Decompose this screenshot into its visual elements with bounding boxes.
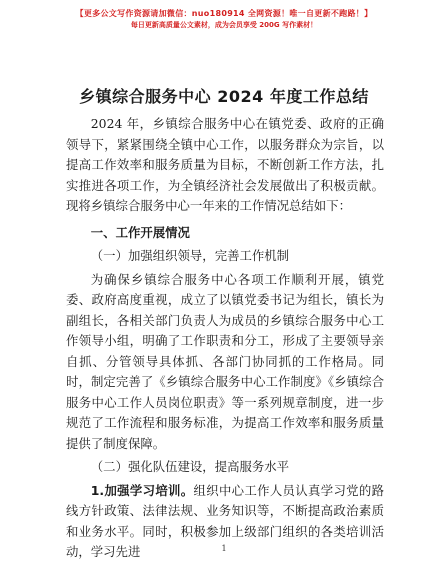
page-number: 1 xyxy=(221,544,227,553)
item-lead: 1.加强学习培训。 xyxy=(90,482,194,498)
promo-banner-line1: 【更多公文写作资源请加微信：nuo180914 全网资源！唯一自更新不跑路！】 xyxy=(75,9,373,18)
document-body xyxy=(66,114,384,563)
subsection-heading: （二）强化队伍建设，提高服务水平 xyxy=(90,459,290,474)
item-text: 组织中心工作人员认真学习党的路线方针政策、法律法规、业务知识等，不断提高政治素质和业务水平。同时，积极参加上级部门组织的各类培训活动，学习先进 xyxy=(66,482,384,559)
promo-banner-line2: 每日更新高质量公文素材，成为会员享受 200G 写作素材！ xyxy=(130,21,318,29)
intro-paragraph: 2024 年，乡镇综合服务中心在镇党委、政府的正确领导下，紧紧围绕全镇中心工作，以服务群众为宗旨，以提高工作效率和服务质量为目标，不断创新工作方法，扎实推进各项工作，为全镇经济社会发展做出了积极贡献。现将乡镇综合服务中心一年来的工作情况总结如下： xyxy=(66,116,384,213)
body-paragraph: 为确保乡镇综合服务中心各项工作顺利开展，镇党委、政府高度重视，成立了以镇党委书记为组长，镇长为副组长，各相关部门负责人为成员的乡镇综合服务中心工作领导小组，明确了工作职责和分工，形成了主要领导亲自抓、分管领导具体抓、各部门协同抓的工作格局。同时，制定完善了《乡镇综合服务中心工作制度》《乡镇综合服务中心工作人员岗位职责》等一系列规章制度，进一步规范了工作流程和服务标准，为提高工作效率和服务质量提供了制度保障。 xyxy=(66,271,384,451)
document-title: 乡镇综合服务中心 2024 年度工作总结 xyxy=(79,87,369,106)
section-heading: 一、工作开展情况 xyxy=(90,224,190,240)
subsection-heading: （一）加强组织领导，完善工作机制 xyxy=(90,248,290,263)
promo-banner xyxy=(0,8,448,31)
